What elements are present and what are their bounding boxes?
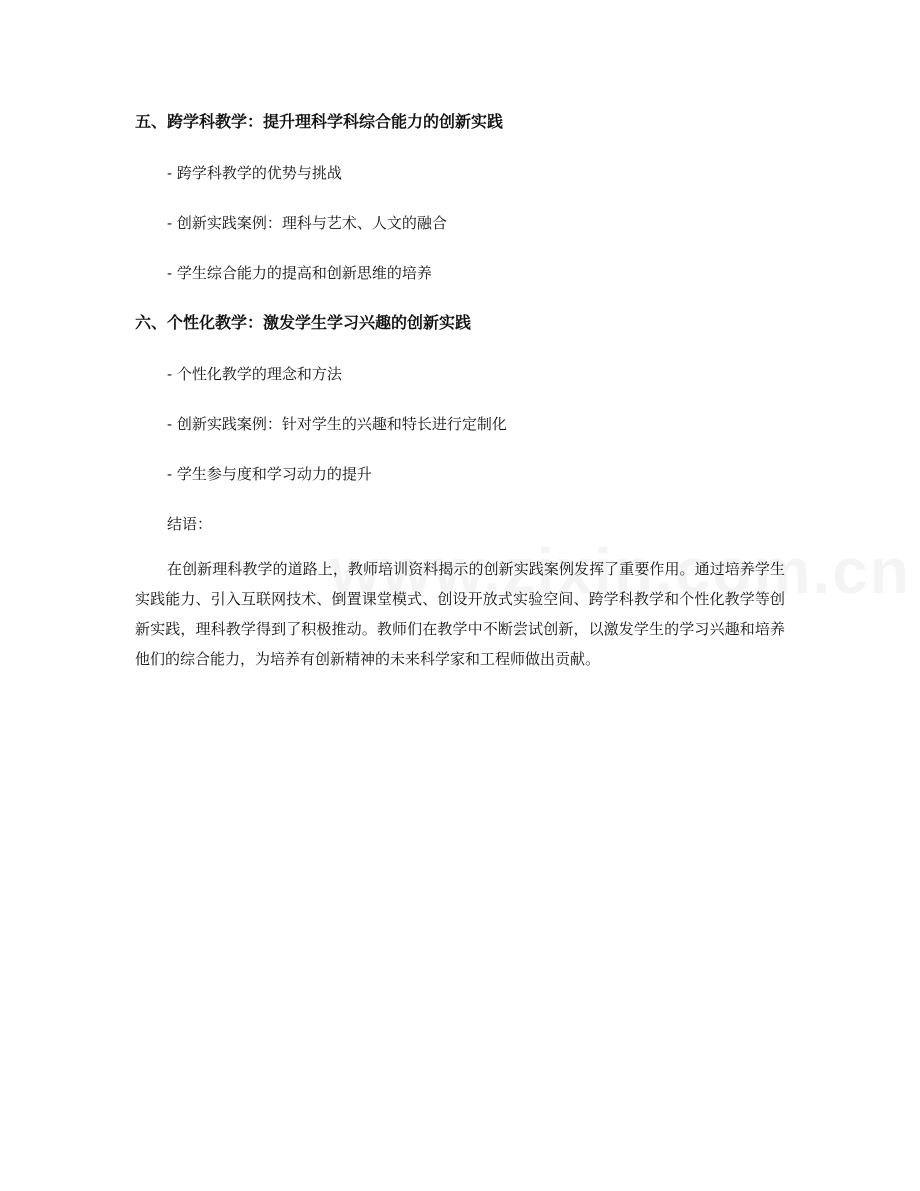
section-heading-6: 六、个性化教学：激发学生学习兴趣的创新实践	[135, 313, 472, 332]
section-heading-5: 五、跨学科教学：提升理科学科综合能力的创新实践	[135, 112, 504, 131]
conclusion-paragraph: 在创新理科教学的道路上，教师培训资料揭示的创新实践案例发挥了重要作用。通过培养学生实践能力、引入互联网技术、倒置课堂模式、创设开放式实验空间、跨学科教学和个性化教学等创新实践，理科教学得到了积极推动。教师们在教学中不断尝试创新，以激发学生的学习兴趣和培养他们的综合能力，为培养有创新精神的未来科学家和工程师做出贡献。	[135, 560, 785, 668]
section-5-item-1: - 跨学科教学的优势与挑战	[167, 164, 342, 182]
section-6-item-1: - 个性化教学的理念和方法	[167, 365, 342, 383]
section-5-item-2: - 创新实践案例：理科与艺术、人文的融合	[167, 214, 447, 232]
section-6-item-3: - 学生参与度和学习动力的提升	[167, 465, 372, 483]
section-6-item-2: - 创新实践案例：针对学生的兴趣和特长进行定制化	[167, 415, 507, 433]
document-content	[135, 108, 785, 674]
conclusion-label: 结语：	[167, 515, 213, 533]
section-5-item-3: - 学生综合能力的提高和创新思维的培养	[167, 264, 432, 282]
